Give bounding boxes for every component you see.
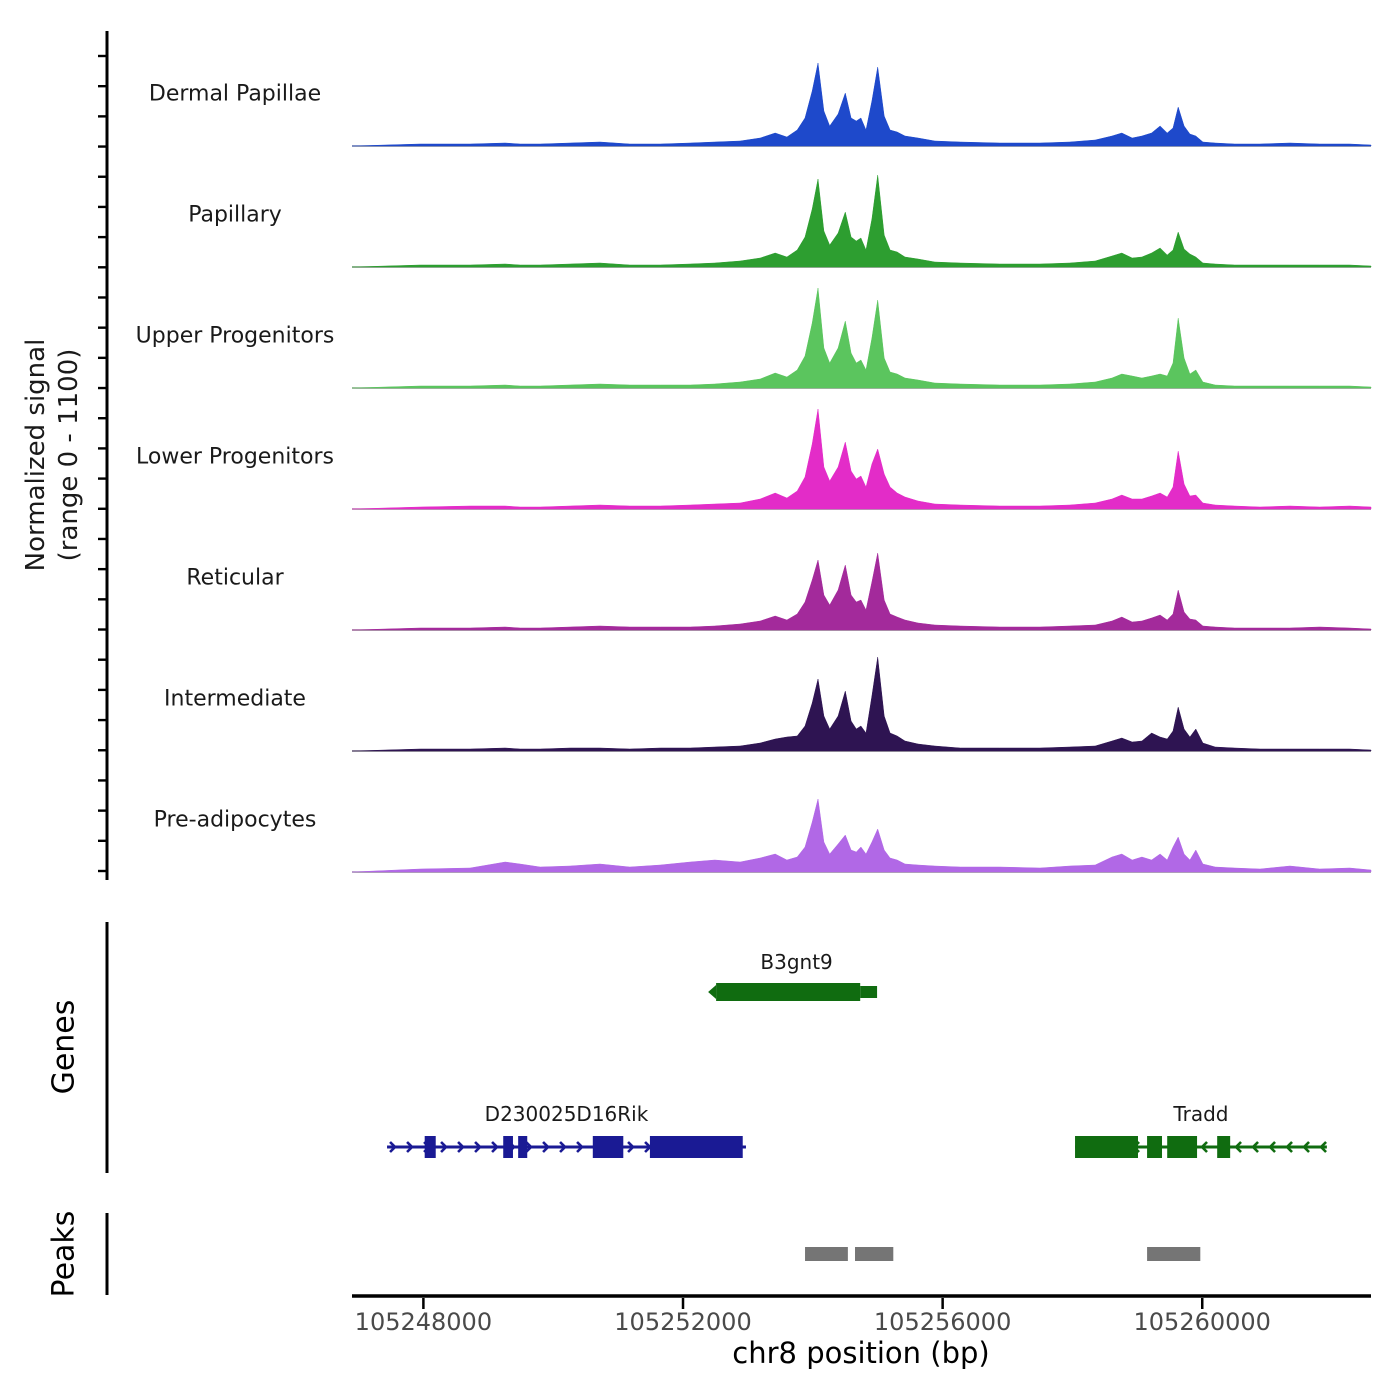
gene-tradd-exon — [1217, 1136, 1230, 1158]
signal-area-intermediate — [352, 657, 1371, 751]
gene-tradd-label: Tradd — [1173, 1102, 1229, 1126]
gene-d230025d16rik-label: D230025D16Rik — [484, 1102, 649, 1126]
gene-tradd-exon — [1147, 1136, 1162, 1158]
x-tick-label-105248000: 105248000 — [354, 1308, 493, 1336]
track-label-upper-progenitors: Upper Progenitors — [135, 323, 335, 349]
gene-tradd-exon — [1075, 1136, 1138, 1158]
gene-b3gnt9-strand-arrow — [708, 985, 716, 999]
peaks-section-label: Peaks — [46, 1210, 82, 1298]
gene-b3gnt9-thin-exon — [860, 986, 877, 998]
peak-interval — [1147, 1247, 1200, 1261]
gene-d230025d16rik-exon — [518, 1136, 527, 1158]
gene-tradd-exon — [1167, 1136, 1197, 1158]
track-label-lower-progenitors: Lower Progenitors — [136, 444, 334, 470]
signal-area-lower-progenitors — [352, 409, 1371, 509]
signal-area-reticular — [352, 553, 1371, 630]
x-axis-title: chr8 position (bp) — [732, 1336, 990, 1370]
gene-b3gnt9-label: B3gnt9 — [760, 950, 833, 974]
signal-area-upper-progenitors — [352, 288, 1371, 388]
track-label-pre-adipocytes: Pre-adipocytes — [153, 807, 317, 833]
gene-d230025d16rik-exon — [503, 1136, 513, 1158]
gene-d230025d16rik-exon — [650, 1136, 743, 1158]
track-label-dermal-papillae: Dermal Papillae — [148, 81, 322, 107]
x-tick-label-105260000: 105260000 — [1133, 1308, 1271, 1336]
genes-section-label: Genes — [46, 999, 82, 1095]
track-label-reticular: Reticular — [186, 565, 284, 591]
track-label-papillary: Papillary — [188, 202, 282, 228]
peak-interval — [855, 1247, 893, 1261]
gene-d230025d16rik-exon — [593, 1136, 624, 1158]
y-axis-label-line1: Normalized signal — [21, 338, 51, 572]
track-label-intermediate: Intermediate — [164, 686, 306, 712]
signal-area-dermal-papillae — [352, 63, 1371, 146]
peak-interval — [805, 1247, 848, 1261]
y-axis-label-line2: (range 0 - 1100) — [54, 348, 84, 562]
x-tick-label-105252000: 105252000 — [614, 1308, 752, 1336]
signal-area-pre-adipocytes — [352, 799, 1371, 872]
gene-d230025d16rik-exon — [425, 1136, 436, 1158]
y-axis-label — [20, 339, 86, 572]
gene-b3gnt9-thick-exon — [716, 983, 860, 1001]
signal-area-papillary — [352, 175, 1371, 267]
x-tick-label-105256000: 105256000 — [873, 1308, 1012, 1336]
